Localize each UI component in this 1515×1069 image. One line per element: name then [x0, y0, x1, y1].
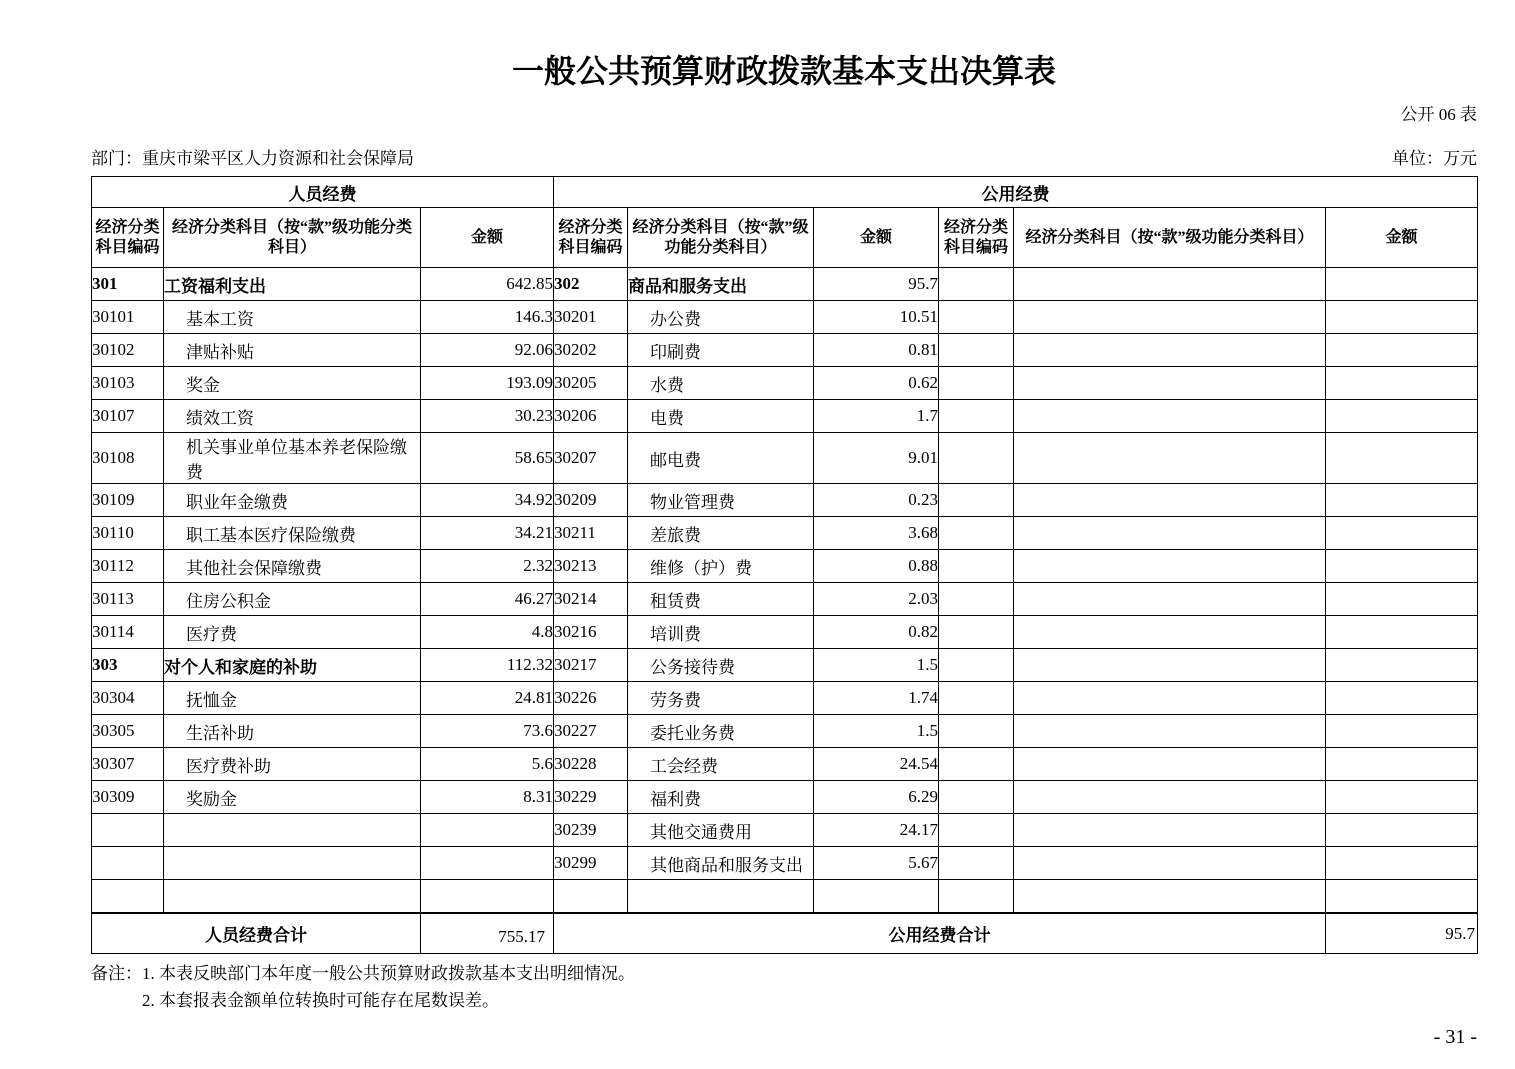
middle-amount-cell: 2.03 — [814, 583, 939, 616]
col-header-code-3: 经济分类科目编码 — [939, 208, 1014, 268]
middle-amount-cell: 0.88 — [814, 550, 939, 583]
left-subject-cell: 住房公积金 — [164, 583, 421, 616]
left-code-cell: 30114 — [92, 616, 164, 649]
left-subject-cell: 工资福利支出 — [164, 268, 421, 301]
middle-subject-cell: 工会经费 — [628, 748, 814, 781]
left-subject-cell: 对个人和家庭的补助 — [164, 649, 421, 682]
middle-amount-cell: 0.82 — [814, 616, 939, 649]
department-label: 部门：重庆市梁平区人力资源和社会保障局 — [91, 149, 414, 168]
table-row — [92, 748, 1478, 781]
right-amount-cell — [1326, 880, 1478, 914]
left-amount-cell: 24.81 — [421, 682, 554, 715]
right-code-cell — [939, 814, 1014, 847]
left-subject-cell — [164, 880, 421, 914]
middle-code-cell: 30205 — [554, 367, 628, 400]
right-amount-cell — [1326, 616, 1478, 649]
right-code-cell — [939, 268, 1014, 301]
left-amount-cell: 46.27 — [421, 583, 554, 616]
table-row — [92, 484, 1478, 517]
middle-code-cell: 30201 — [554, 301, 628, 334]
right-subject-cell — [1014, 814, 1326, 847]
left-subject-cell — [164, 847, 421, 880]
left-code-cell: 30113 — [92, 583, 164, 616]
middle-subject-cell: 培训费 — [628, 616, 814, 649]
middle-subject-cell: 公务接待费 — [628, 649, 814, 682]
right-subject-cell — [1014, 583, 1326, 616]
right-amount-cell — [1326, 367, 1478, 400]
middle-code-cell: 30216 — [554, 616, 628, 649]
left-code-cell: 30110 — [92, 517, 164, 550]
right-code-cell — [939, 400, 1014, 433]
personnel-group-header: 人员经费 — [92, 177, 554, 208]
right-code-cell — [939, 484, 1014, 517]
middle-amount-cell: 95.7 — [814, 268, 939, 301]
table-row — [92, 367, 1478, 400]
middle-subject-cell: 邮电费 — [628, 433, 814, 484]
table-row — [92, 781, 1478, 814]
right-subject-cell — [1014, 880, 1326, 914]
right-amount-cell — [1326, 715, 1478, 748]
left-subject-cell: 生活补助 — [164, 715, 421, 748]
right-subject-cell — [1014, 433, 1326, 484]
left-amount-cell: 92.06 — [421, 334, 554, 367]
right-amount-cell — [1326, 583, 1478, 616]
left-code-cell: 30101 — [92, 301, 164, 334]
right-code-cell — [939, 433, 1014, 484]
col-header-code-1: 经济分类科目编码 — [92, 208, 164, 268]
table-number-label: 公开 06 表 — [1400, 105, 1477, 124]
left-code-cell: 30309 — [92, 781, 164, 814]
middle-code-cell: 30206 — [554, 400, 628, 433]
left-amount-cell: 2.32 — [421, 550, 554, 583]
table-row — [92, 334, 1478, 367]
left-amount-cell: 58.65 — [421, 433, 554, 484]
left-subject-cell: 其他社会保障缴费 — [164, 550, 421, 583]
right-code-cell — [939, 301, 1014, 334]
left-subject-cell: 职工基本医疗保险缴费 — [164, 517, 421, 550]
left-amount-cell: 34.92 — [421, 484, 554, 517]
left-code-cell: 301 — [92, 268, 164, 301]
public-group-header: 公用经费 — [554, 177, 1478, 208]
middle-code-cell: 30299 — [554, 847, 628, 880]
right-code-cell — [939, 517, 1014, 550]
middle-amount-cell: 0.62 — [814, 367, 939, 400]
left-code-cell: 30107 — [92, 400, 164, 433]
group-header-row — [92, 177, 1478, 208]
middle-code-cell: 30211 — [554, 517, 628, 550]
left-code-cell: 30109 — [92, 484, 164, 517]
right-amount-cell — [1326, 682, 1478, 715]
left-subject-cell: 基本工资 — [164, 301, 421, 334]
middle-amount-cell: 24.54 — [814, 748, 939, 781]
right-amount-cell — [1326, 433, 1478, 484]
left-amount-cell — [421, 847, 554, 880]
right-code-cell — [939, 847, 1014, 880]
right-code-cell — [939, 550, 1014, 583]
right-subject-cell — [1014, 400, 1326, 433]
table-row — [92, 616, 1478, 649]
left-subject-cell: 职业年金缴费 — [164, 484, 421, 517]
middle-amount-cell: 6.29 — [814, 781, 939, 814]
right-amount-cell — [1326, 334, 1478, 367]
table-row — [92, 268, 1478, 301]
right-code-cell — [939, 334, 1014, 367]
table-row — [92, 682, 1478, 715]
middle-code-cell: 302 — [554, 268, 628, 301]
right-amount-cell — [1326, 301, 1478, 334]
right-amount-cell — [1326, 484, 1478, 517]
middle-amount-cell: 3.68 — [814, 517, 939, 550]
left-subject-cell: 抚恤金 — [164, 682, 421, 715]
public-total-value: 95.7 — [1326, 913, 1478, 954]
left-code-cell: 30112 — [92, 550, 164, 583]
col-header-code-2: 经济分类科目编码 — [554, 208, 628, 268]
left-subject-cell: 奖金 — [164, 367, 421, 400]
middle-code-cell: 30227 — [554, 715, 628, 748]
right-amount-cell — [1326, 814, 1478, 847]
right-subject-cell — [1014, 550, 1326, 583]
left-amount-cell — [421, 880, 554, 914]
middle-subject-cell: 商品和服务支出 — [628, 268, 814, 301]
personnel-total-label: 人员经费合计 — [92, 913, 421, 954]
note-line-1: 1. 本表反映部门本年度一般公共预算财政拨款基本支出明细情况。 — [142, 964, 635, 983]
document-content — [91, 0, 1477, 1014]
unit-label: 单位：万元 — [1392, 149, 1477, 168]
middle-amount-cell: 1.5 — [814, 649, 939, 682]
right-code-cell — [939, 715, 1014, 748]
summary-row — [92, 913, 1478, 954]
left-amount-cell: 146.3 — [421, 301, 554, 334]
middle-code-cell: 30228 — [554, 748, 628, 781]
middle-subject-cell: 水费 — [628, 367, 814, 400]
personnel-total-value: 755.17 — [421, 913, 554, 954]
table-row — [92, 715, 1478, 748]
middle-amount-cell: 1.5 — [814, 715, 939, 748]
left-amount-cell: 193.09 — [421, 367, 554, 400]
col-header-subject-1: 经济分类科目（按“款”级功能分类科目） — [164, 208, 421, 268]
right-amount-cell — [1326, 748, 1478, 781]
left-code-cell: 303 — [92, 649, 164, 682]
left-amount-cell: 5.6 — [421, 748, 554, 781]
table-row — [92, 814, 1478, 847]
right-amount-cell — [1326, 550, 1478, 583]
notes-lines — [142, 960, 635, 1014]
note-line-2: 2. 本套报表金额单位转换时可能存在尾数误差。 — [142, 991, 499, 1010]
meta-row — [91, 148, 1477, 170]
left-subject-cell: 绩效工资 — [164, 400, 421, 433]
middle-code-cell: 30226 — [554, 682, 628, 715]
table-row — [92, 583, 1478, 616]
left-code-cell: 30102 — [92, 334, 164, 367]
middle-subject-cell: 印刷费 — [628, 334, 814, 367]
right-subject-cell — [1014, 748, 1326, 781]
right-subject-cell — [1014, 367, 1326, 400]
right-code-cell — [939, 583, 1014, 616]
table-body — [92, 268, 1478, 914]
right-subject-cell — [1014, 334, 1326, 367]
right-amount-cell — [1326, 517, 1478, 550]
right-amount-cell — [1326, 649, 1478, 682]
col-header-subject-3: 经济分类科目（按“款”级功能分类科目） — [1014, 208, 1326, 268]
left-amount-cell: 73.6 — [421, 715, 554, 748]
left-code-cell — [92, 814, 164, 847]
middle-subject-cell: 办公费 — [628, 301, 814, 334]
right-code-cell — [939, 367, 1014, 400]
left-code-cell: 30108 — [92, 433, 164, 484]
middle-amount-cell: 10.51 — [814, 301, 939, 334]
left-amount-cell — [421, 814, 554, 847]
right-subject-cell — [1014, 484, 1326, 517]
right-code-cell — [939, 682, 1014, 715]
right-subject-cell — [1014, 682, 1326, 715]
public-total-label: 公用经费合计 — [554, 913, 1326, 954]
middle-amount-cell: 1.74 — [814, 682, 939, 715]
left-subject-cell: 机关事业单位基本养老保险缴费 — [164, 433, 421, 484]
left-amount-cell: 642.85 — [421, 268, 554, 301]
middle-subject-cell — [628, 880, 814, 914]
right-amount-cell — [1326, 847, 1478, 880]
right-subject-cell — [1014, 781, 1326, 814]
right-subject-cell — [1014, 715, 1326, 748]
middle-code-cell: 30207 — [554, 433, 628, 484]
right-code-cell — [939, 781, 1014, 814]
middle-amount-cell: 0.23 — [814, 484, 939, 517]
middle-code-cell: 30239 — [554, 814, 628, 847]
col-header-amount-3: 金额 — [1326, 208, 1478, 268]
table-row — [92, 649, 1478, 682]
middle-code-cell: 30229 — [554, 781, 628, 814]
table-row — [92, 400, 1478, 433]
col-header-amount-1: 金额 — [421, 208, 554, 268]
left-code-cell — [92, 847, 164, 880]
right-subject-cell — [1014, 301, 1326, 334]
middle-subject-cell: 差旅费 — [628, 517, 814, 550]
middle-amount-cell: 0.81 — [814, 334, 939, 367]
left-code-cell — [92, 880, 164, 914]
middle-subject-cell: 委托业务费 — [628, 715, 814, 748]
table-row — [92, 847, 1478, 880]
middle-amount-cell: 24.17 — [814, 814, 939, 847]
right-code-cell — [939, 649, 1014, 682]
notes-block — [91, 960, 1477, 1014]
middle-code-cell: 30202 — [554, 334, 628, 367]
middle-amount-cell: 5.67 — [814, 847, 939, 880]
middle-code-cell — [554, 880, 628, 914]
right-code-cell — [939, 748, 1014, 781]
left-code-cell: 30304 — [92, 682, 164, 715]
table-row — [92, 880, 1478, 914]
middle-subject-cell: 其他商品和服务支出 — [628, 847, 814, 880]
middle-amount-cell — [814, 880, 939, 914]
budget-table — [91, 176, 1478, 954]
page-number: - 31 - — [1433, 1026, 1477, 1048]
right-subject-cell — [1014, 616, 1326, 649]
middle-subject-cell: 物业管理费 — [628, 484, 814, 517]
page-title: 一般公共预算财政拨款基本支出决算表 — [511, 53, 1056, 89]
right-code-cell — [939, 880, 1014, 914]
middle-code-cell: 30213 — [554, 550, 628, 583]
left-subject-cell — [164, 814, 421, 847]
right-amount-cell — [1326, 781, 1478, 814]
left-amount-cell: 30.23 — [421, 400, 554, 433]
col-header-amount-2: 金额 — [814, 208, 939, 268]
left-amount-cell: 8.31 — [421, 781, 554, 814]
middle-subject-cell: 其他交通费用 — [628, 814, 814, 847]
middle-amount-cell: 9.01 — [814, 433, 939, 484]
column-header-row — [92, 208, 1478, 268]
middle-subject-cell: 维修（护）费 — [628, 550, 814, 583]
middle-amount-cell: 1.7 — [814, 400, 939, 433]
middle-code-cell: 30217 — [554, 649, 628, 682]
middle-subject-cell: 福利费 — [628, 781, 814, 814]
left-subject-cell: 医疗费补助 — [164, 748, 421, 781]
left-code-cell: 30307 — [92, 748, 164, 781]
left-code-cell: 30305 — [92, 715, 164, 748]
middle-subject-cell: 劳务费 — [628, 682, 814, 715]
left-code-cell: 30103 — [92, 367, 164, 400]
table-row — [92, 550, 1478, 583]
right-amount-cell — [1326, 400, 1478, 433]
right-subject-cell — [1014, 268, 1326, 301]
left-subject-cell: 医疗费 — [164, 616, 421, 649]
middle-code-cell: 30209 — [554, 484, 628, 517]
right-subject-cell — [1014, 649, 1326, 682]
col-header-subject-2: 经济分类科目（按“款”级功能分类科目） — [628, 208, 814, 268]
middle-subject-cell: 电费 — [628, 400, 814, 433]
left-amount-cell: 34.21 — [421, 517, 554, 550]
left-amount-cell: 4.8 — [421, 616, 554, 649]
right-subject-cell — [1014, 847, 1326, 880]
middle-subject-cell: 租赁费 — [628, 583, 814, 616]
notes-label: 备注： — [91, 964, 142, 983]
table-row — [92, 301, 1478, 334]
middle-code-cell: 30214 — [554, 583, 628, 616]
right-subject-cell — [1014, 517, 1326, 550]
table-row — [92, 433, 1478, 484]
left-subject-cell: 奖励金 — [164, 781, 421, 814]
left-amount-cell: 112.32 — [421, 649, 554, 682]
right-code-cell — [939, 616, 1014, 649]
table-row — [92, 517, 1478, 550]
left-subject-cell: 津贴补贴 — [164, 334, 421, 367]
right-amount-cell — [1326, 268, 1478, 301]
